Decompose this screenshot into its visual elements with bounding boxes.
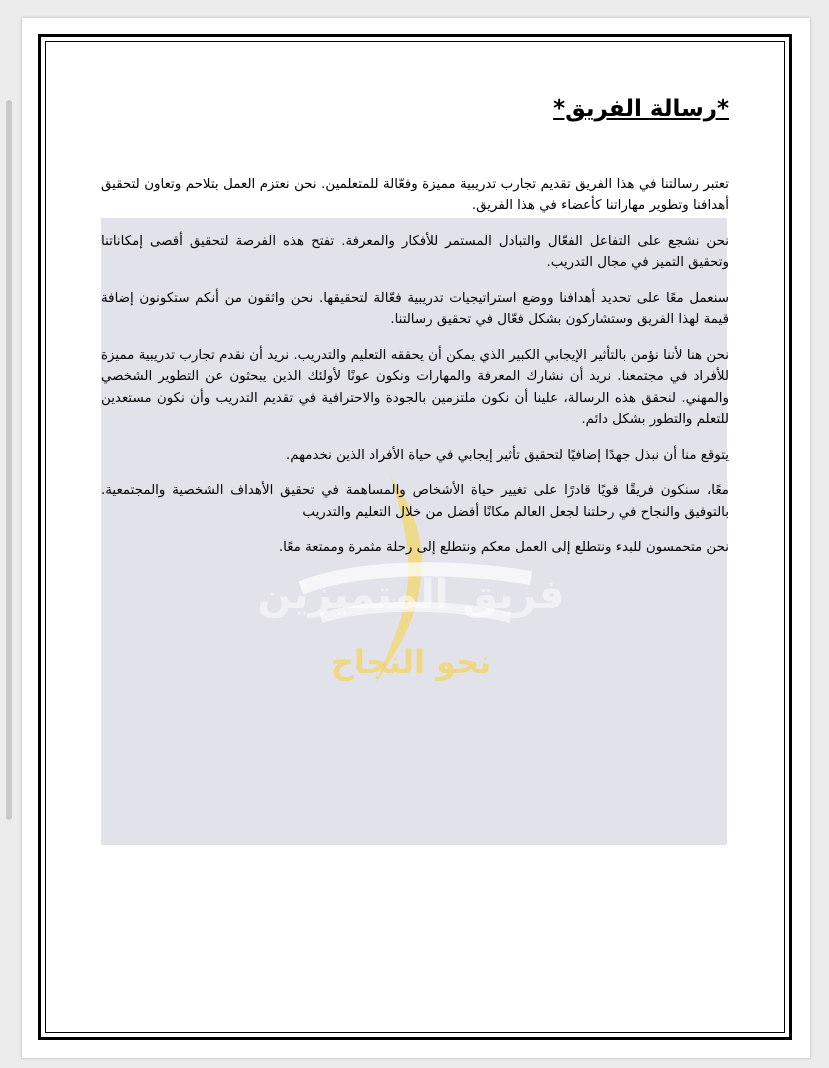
paragraph-3: سنعمل معًا على تحديد أهدافنا ووضع استراتيجيات تدريبية فعّالة لتحقيقها. نحن واثقون من أنكم ستكونون إضافة قيمة لهذا الفريق وستشاركون بشكل فعّال في تحقيق رسالتنا. <box>101 290 729 328</box>
page-title: *رسالة الفريق* <box>553 96 729 122</box>
document-body <box>101 96 729 573</box>
paragraph-1: تعتبر رسالتنا في هذا الفريق تقديم تجارب تدريبية مميزة وفعّالة للمتعلمين. نحن نعتزم العمل بتلاحم وتعاون لتحقيق أهدافنا وتطوير مهاراتنا كأعضاء في هذا الفريق. <box>101 176 729 214</box>
vertical-scrollbar[interactable] <box>6 100 12 820</box>
paragraph-7: نحن متحمسون للبدء ونتطلع إلى العمل معكم ونتطلع إلى رحلة مثمرة وممتعة معًا. <box>278 540 729 556</box>
document-page <box>22 18 810 1058</box>
paragraph-2: نحن نشجع على التفاعل الفعّال والتبادل المستمر للأفكار والمعرفة. تفتح هذه الفرصة لتحقيق أقصى إمكاناتنا وتحقيق التميز في مجال التدريب. <box>101 233 729 271</box>
watermark-slogan: نحو النجاح <box>330 643 492 681</box>
paragraph-6: معًا، سنكون فريقًا قويًا قادرًا على تغيير حياة الأشخاص والمساهمة في تحقيق الأهداف الشخصية والمجتمعية. بالتوفيق والنجاح في رحلتنا لجعل العالم مكانًا أفضل من خلال التعليم والتدريب <box>101 483 729 520</box>
watermark-brand: فريق المتميزين <box>257 572 565 618</box>
paragraph-5: يتوقع منا أن نبذل جهدًا إضافيًا لتحقيق تأثير إيجابي في حياة الأفراد الذين نخدمهم. <box>285 447 729 463</box>
paragraph-4: نحن هنا لأننا نؤمن بالتأثير الإيجابي الكبير الذي يمكن أن يحققه التعليم والتدريب. نريد أن نقدم تجارب تدريبية مميزة للأفراد في مجتمعنا. نريد أن نشارك المعرفة والمهارات ونكون عونًا لأولئك الذين يبحثون عن التطوير الشخصي والمهني. لنحقق هذه الرسالة، علينا أن نكون ملتزمين بالجودة والاحترافية في تقديم التدريب وأن نكون مستعدين للتعلم والتطور بشكل دائم. <box>101 347 729 428</box>
